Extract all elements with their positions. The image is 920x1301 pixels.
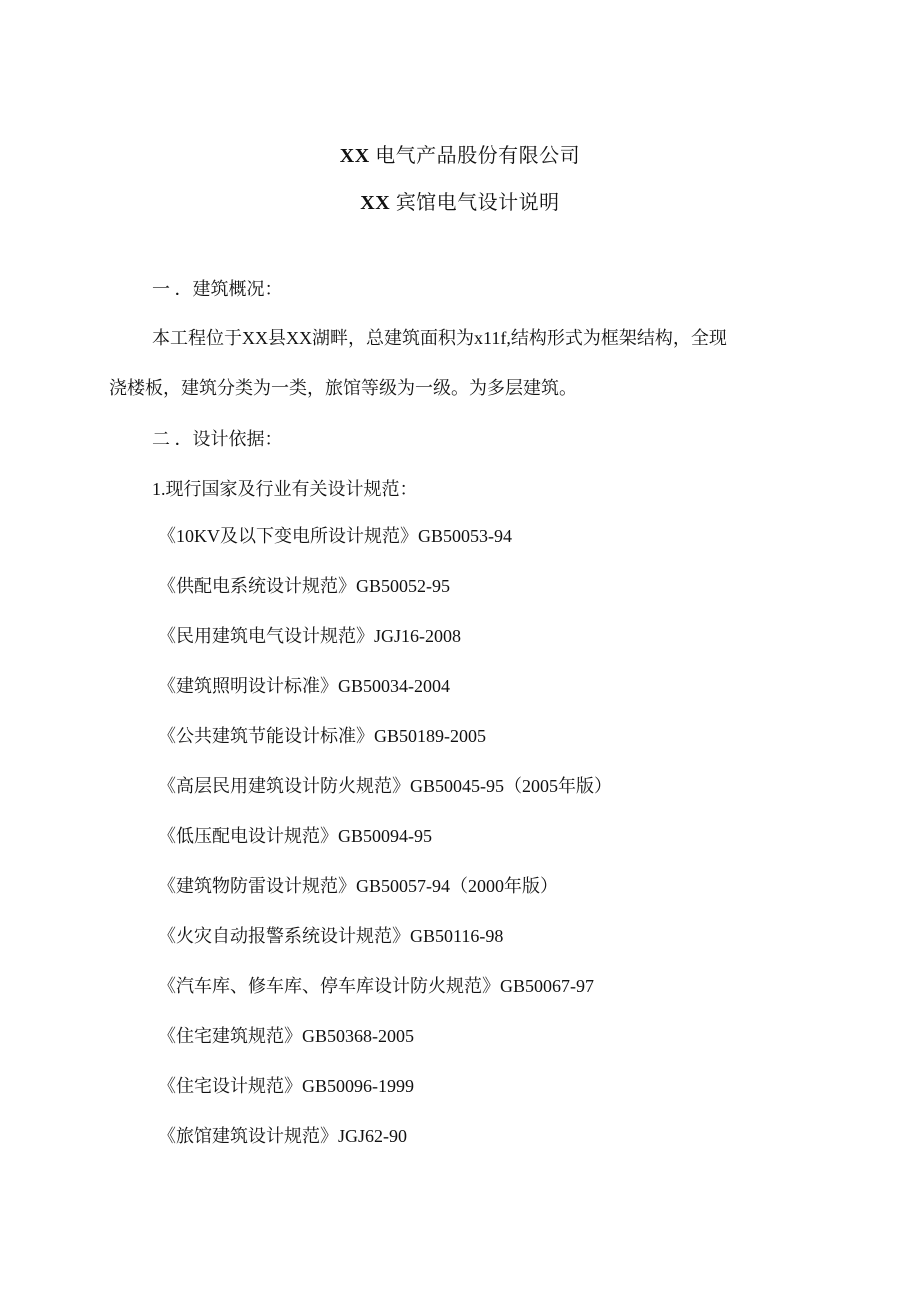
- standard-item: 《供配电系统设计规范》GB50052-95: [158, 576, 450, 596]
- standard-item: 《汽车库、修车库、停车库设计防火规范》GB50067-97: [158, 976, 594, 996]
- company-title-bold: XX: [339, 145, 370, 167]
- standard-item: 《10KV及以下变电所设计规范》GB50053-94: [158, 526, 512, 546]
- standard-item: 《住宅建筑规范》GB50368-2005: [158, 1026, 414, 1046]
- document-title: [0, 186, 920, 215]
- company-title-text: 电气产品股份有限公司: [375, 145, 581, 167]
- standard-item: 《建筑照明设计标准》GB50034-2004: [158, 676, 450, 696]
- standards-list: [158, 525, 612, 1175]
- document-title-text: 宾馆电气设计说明: [395, 192, 560, 214]
- subsection-heading-standards: 1.现行国家及行业有关设计规范：: [152, 479, 418, 499]
- overview-paragraph-line-1: 本工程位于XX县XX湖畔，总建筑面积为x11f,结构形式为框架结构，全现: [152, 328, 727, 348]
- overview-paragraph-line-2: 浇楼板，建筑分类为一类，旅馆等级为一级。为多层建筑。: [109, 378, 577, 398]
- section-heading-overview: 一 ．建筑概况：: [152, 279, 283, 299]
- standard-item: 《公共建筑节能设计标准》GB50189-2005: [158, 726, 486, 746]
- company-title: [0, 139, 920, 168]
- standard-item: 《旅馆建筑设计规范》JGJ62-90: [158, 1126, 408, 1146]
- standard-item: 《火灾自动报警系统设计规范》GB50116-98: [158, 926, 504, 946]
- document-title-bold: XX: [360, 192, 391, 214]
- standard-item: 《低压配电设计规范》GB50094-95: [158, 826, 432, 846]
- standard-item: 《高层民用建筑设计防火规范》GB50045-95（2005年版）: [158, 776, 612, 796]
- standard-item: 《住宅设计规范》GB50096-1999: [158, 1076, 414, 1096]
- standard-item: 《民用建筑电气设计规范》JGJ16-2008: [158, 626, 462, 646]
- section-heading-design-basis: 二 ．设计依据：: [152, 429, 283, 449]
- standard-item: 《建筑物防雷设计规范》GB50057-94（2000年版）: [158, 876, 558, 896]
